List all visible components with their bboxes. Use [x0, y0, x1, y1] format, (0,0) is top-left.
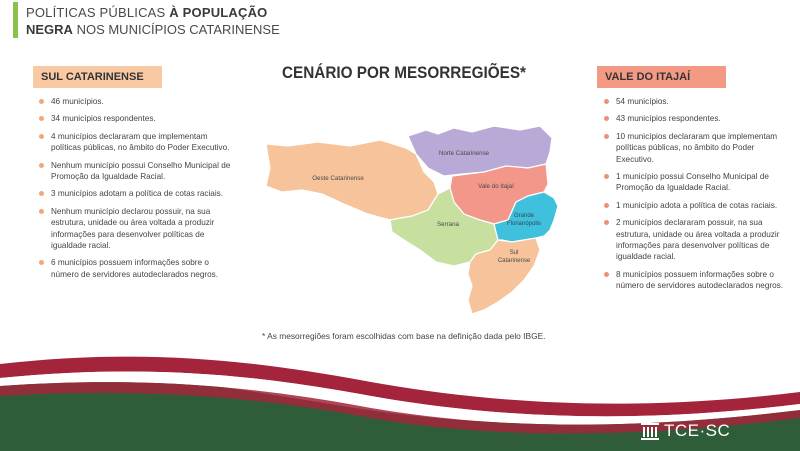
- list-item-text: 4 municípios declararam que implementam políticas públicas, no âmbito do Poder Executivo.: [51, 131, 230, 153]
- list-item: [603, 200, 793, 211]
- list-item: [38, 206, 233, 252]
- list-item-text: 2 municípios declararam possuir, na sua estrutura, unidade ou área voltada a produzir informações para desenvolver políticas de igualdade racial.: [616, 218, 780, 262]
- label-serrana: Serrana: [436, 221, 460, 228]
- list-item: [38, 257, 233, 280]
- list-item: [38, 131, 233, 154]
- list-item: [603, 269, 793, 292]
- list-item: [603, 171, 793, 194]
- list-item-text: 54 municípios.: [616, 97, 669, 106]
- right-panel-title: VALE DO ITAJAÍ: [597, 66, 726, 88]
- left-panel-list: [38, 96, 233, 286]
- tce-sc-logo: [640, 420, 730, 442]
- header-accent-bar: [13, 2, 18, 38]
- list-item: [38, 96, 233, 107]
- list-item: [603, 217, 793, 263]
- list-item-text: 43 municípios respondentes.: [616, 114, 721, 124]
- bullet-icon: [39, 134, 44, 139]
- bullet-icon: [39, 191, 44, 196]
- bullet-icon: [604, 272, 609, 277]
- list-item: [38, 160, 233, 183]
- header-title-line1: POLÍTICAS PÚBLICAS À POPULAÇÃO: [26, 5, 268, 20]
- tce-sc-emblem-icon: [640, 421, 660, 441]
- list-item-text: 6 municípios possuem informações sobre o número de servidores autodeclarados negros.: [51, 258, 219, 279]
- label-norte: Norte Catarinense: [438, 150, 490, 157]
- section-title: CENÁRIO POR MESORREGIÕES*: [281, 63, 526, 82]
- left-panel-title: SUL CATARINENSE: [33, 66, 162, 88]
- list-item: [603, 96, 793, 107]
- bullet-icon: [604, 99, 609, 104]
- bullet-icon: [604, 220, 609, 225]
- bullet-icon: [604, 134, 609, 139]
- bullet-icon: [39, 209, 44, 214]
- list-item-text: 34 municípios respondentes.: [51, 114, 156, 124]
- list-item-text: 10 municípios declararam que implementam políticas públicas, no âmbito do Poder Executivo.: [616, 131, 778, 164]
- bullet-icon: [39, 260, 44, 265]
- list-item-text: 8 municípios possuem informações sobre o número de servidores autodeclarados negros.: [616, 269, 784, 291]
- bullet-icon: [39, 99, 44, 104]
- list-item-text: 1 município adota a política de cotas raciais.: [616, 200, 778, 210]
- list-item-text: 46 municípios.: [51, 97, 104, 106]
- label-oeste: Oeste Catarinense: [312, 175, 364, 182]
- label-grande-l1: Grande: [513, 213, 535, 219]
- list-item: [603, 113, 793, 124]
- list-item: [38, 188, 233, 199]
- footnote: * As mesorregiões foram escolhidas com base na definição dada pelo IBGE.: [262, 331, 546, 341]
- bullet-icon: [39, 116, 44, 121]
- header-title-line2: NEGRA NOS MUNICÍPIOS CATARINENSE: [26, 22, 280, 37]
- label-sul-l2: Catarinense: [497, 258, 531, 264]
- list-item-text: Nenhum município possui Conselho Municipal de Promoção da Igualdade Racial.: [51, 160, 231, 182]
- label-vale: Vale do Itajaí: [478, 183, 514, 190]
- list-item: [603, 131, 793, 165]
- bullet-icon: [604, 203, 609, 208]
- list-item-text: 3 municípios adotam a política de cotas raciais.: [51, 189, 224, 199]
- list-item: [38, 113, 233, 124]
- label-grande-l2: Florianópolis: [506, 221, 542, 227]
- bullet-icon: [604, 116, 609, 121]
- list-item-text: Nenhum município declarou possuir, na sua estrutura, unidade ou área voltada a produzir informações para desenvolver políticas de igualdade racial.: [51, 206, 215, 251]
- logo-text: TCE·SC: [664, 421, 731, 440]
- santa-catarina-map: [258, 124, 568, 314]
- list-item-text: 1 município possui Conselho Municipal de Promoção da Igualdade Racial.: [616, 172, 769, 193]
- right-panel-list: [603, 96, 793, 298]
- label-sul-l1: Sul: [509, 250, 519, 256]
- bullet-icon: [39, 163, 44, 168]
- bullet-icon: [604, 174, 609, 179]
- header: [0, 0, 800, 42]
